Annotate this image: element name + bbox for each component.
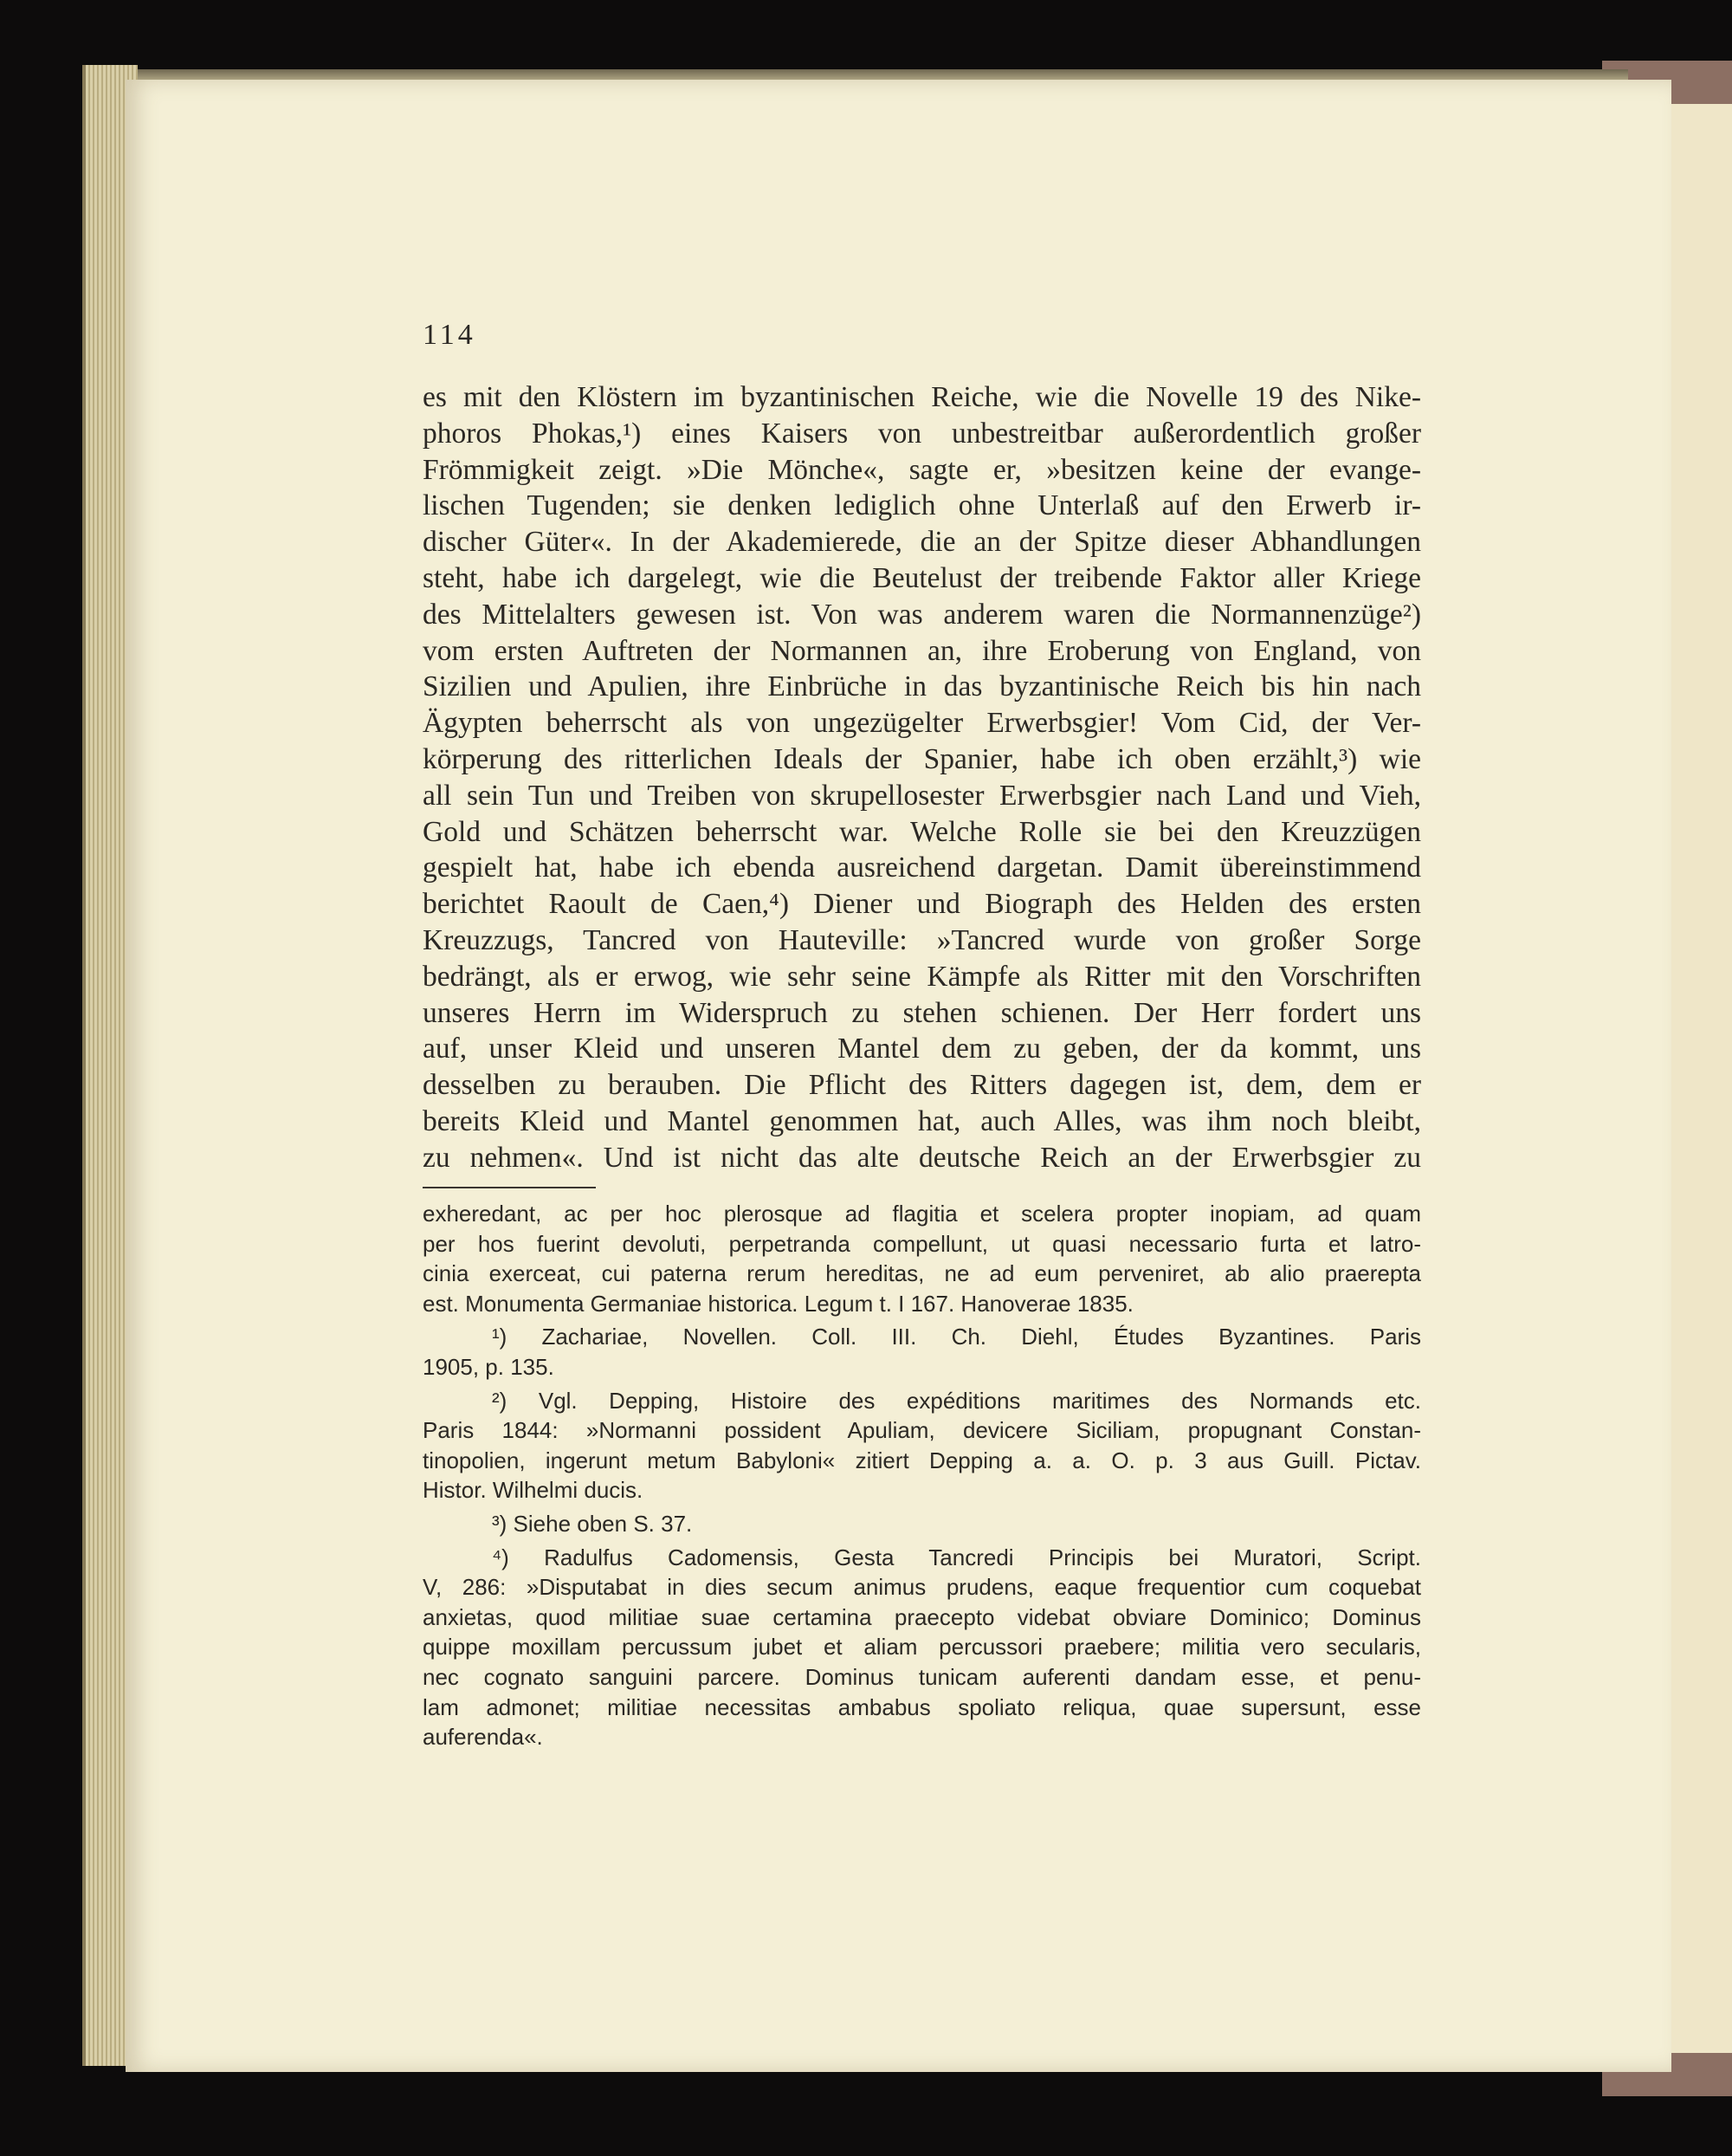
text-line: all sein Tun und Treiben von skrupellosester Erwerbsgier nach Land und Vieh,: [423, 779, 1421, 812]
footnote-line: Histor. Wilhelmi ducis.: [423, 1477, 643, 1504]
page-number: 114: [423, 319, 476, 351]
footnote-line: ³) Siehe oben S. 37.: [492, 1510, 693, 1537]
footnote-line: exheredant, ac per hoc plerosque ad flagitia et scelera propter inopiam, ad quam: [423, 1201, 1421, 1227]
text-line: Ägypten beherrscht als von ungezügelter Erwerbsgier! Vom Cid, der Ver-: [423, 707, 1421, 740]
footnote-4: [423, 1543, 1421, 1752]
text-line: Gold und Schätzen beherrscht war. Welche Rolle sie bei den Kreuzzügen: [423, 815, 1421, 848]
text-line: zu nehmen«. Und ist nicht das alte deutsche Reich an der Erwerbsgier zu: [423, 1141, 1421, 1174]
footnote-line: ⁴) Radulfus Cadomensis, Gesta Tancredi Principis bei Muratori, Script.: [492, 1544, 1421, 1570]
text-line: bereits Kleid und Mantel genommen hat, auch Alles, was ihm noch bleibt,: [423, 1104, 1421, 1137]
text-line: berichtet Raoult de Caen,⁴) Diener und Biograph des Helden des ersten: [423, 888, 1421, 921]
text-line: des Mittelalters gewesen ist. Von was anderem waren die Normannenzüge²): [423, 598, 1421, 631]
text-line: discher Güter«. In der Akademierede, die an der Spitze dieser Abhandlungen: [423, 526, 1421, 559]
text-line: Frömmigkeit zeigt. »Die Mönche«, sagte er, »besitzen keine der evange-: [423, 453, 1421, 486]
footnote-line: V, 286: »Disputabat in dies secum animus prudens, eaque frequentior cum coquebat: [423, 1574, 1421, 1601]
footnote-continuation: [423, 1199, 1421, 1318]
text-line: vom ersten Auftreten der Normannen an, ihre Eroberung von England, von: [423, 634, 1421, 667]
text-line: gespielt hat, habe ich ebenda ausreichend dargetan. Damit übereinstimmend: [423, 851, 1421, 884]
text-line: desselben zu berauben. Die Pflicht des Ritters dagegen ist, dem, dem er: [423, 1069, 1421, 1102]
footnote-line: lam admonet; militiae necessitas ambabus spoliato reliqua, quae supersunt, esse: [423, 1693, 1421, 1720]
text-line: körperung des ritterlichen Ideals der Spanier, habe ich oben erzählt,³) wie: [423, 742, 1421, 775]
footnote-line: 1905, p. 135.: [423, 1353, 554, 1380]
footnote-line: per hos fuerint devoluti, perpetranda compellunt, ut quasi necessario furta et latro-: [423, 1230, 1421, 1257]
footnote-2: [423, 1386, 1421, 1505]
footnote-line: ¹) Zachariae, Novellen. Coll. III. Ch. Diehl, Études Byzantines. Paris: [492, 1324, 1421, 1350]
text-line: phoros Phokas,¹) eines Kaisers von unbestreitbar außerordentlich großer: [423, 417, 1421, 450]
footnote-line: anxietas, quod militiae suae certamina praecepto videbat obviare Dominico; Dominus: [423, 1603, 1421, 1630]
footnote-line: ²) Vgl. Depping, Histoire des expéditions maritimes des Normands etc.: [492, 1387, 1421, 1414]
footnote-line: auferenda«.: [423, 1724, 543, 1751]
text-line: es mit den Klöstern im byzantinischen Reiche, wie die Novelle 19 des Nike-: [423, 381, 1421, 413]
footnote-line: nec cognato sanguini parcere. Dominus tunicam auferenti dandam esse, et penu-: [423, 1663, 1421, 1690]
footnote-line: cinia exerceat, cui paterna rerum hereditas, ne ad eum perveniret, ab alio praerepta: [423, 1260, 1421, 1287]
footnotes: [423, 1199, 1421, 1752]
text-line: unseres Herrn im Widerspruch zu stehen schienen. Der Herr fordert uns: [423, 996, 1421, 1029]
footnote-line: est. Monumenta Germaniae historica. Legum t. I 167. Hanoverae 1835.: [423, 1290, 1134, 1317]
footnote-line: Paris 1844: »Normanni possident Apuliam, devicere Siciliam, propugnant Constan-: [423, 1417, 1421, 1444]
footnote-1: [423, 1322, 1421, 1382]
footnote-line: quippe moxillam percussum jubet et aliam percussori praebere; militia vero secularis,: [423, 1634, 1421, 1661]
text-line: lischen Tugenden; sie denken lediglich ohne Unterlaß auf den Erwerb ir-: [423, 489, 1421, 522]
text-line: Kreuzzugs, Tancred von Hauteville: »Tancred wurde von großer Sorge: [423, 923, 1421, 956]
footnote-3: [423, 1509, 1421, 1539]
text-line: bedrängt, als er erwog, wie sehr seine Kämpfe als Ritter mit den Vorschriften: [423, 960, 1421, 993]
text-line: auf, unser Kleid und unseren Mantel dem zu geben, der da kommt, uns: [423, 1033, 1421, 1065]
text-line: steht, habe ich dargelegt, wie die Beutelust der treibende Faktor aller Kriege: [423, 561, 1421, 594]
footnote-line: tinopolien, ingerunt metum Babyloni« zitiert Depping a. a. O. p. 3 aus Guill. Pictav.: [423, 1447, 1421, 1473]
text-line: Sizilien und Apulien, ihre Einbrüche in das byzantinische Reich bis hin nach: [423, 670, 1421, 703]
main-text: [423, 379, 1421, 1176]
footnote-divider: [423, 1187, 596, 1188]
